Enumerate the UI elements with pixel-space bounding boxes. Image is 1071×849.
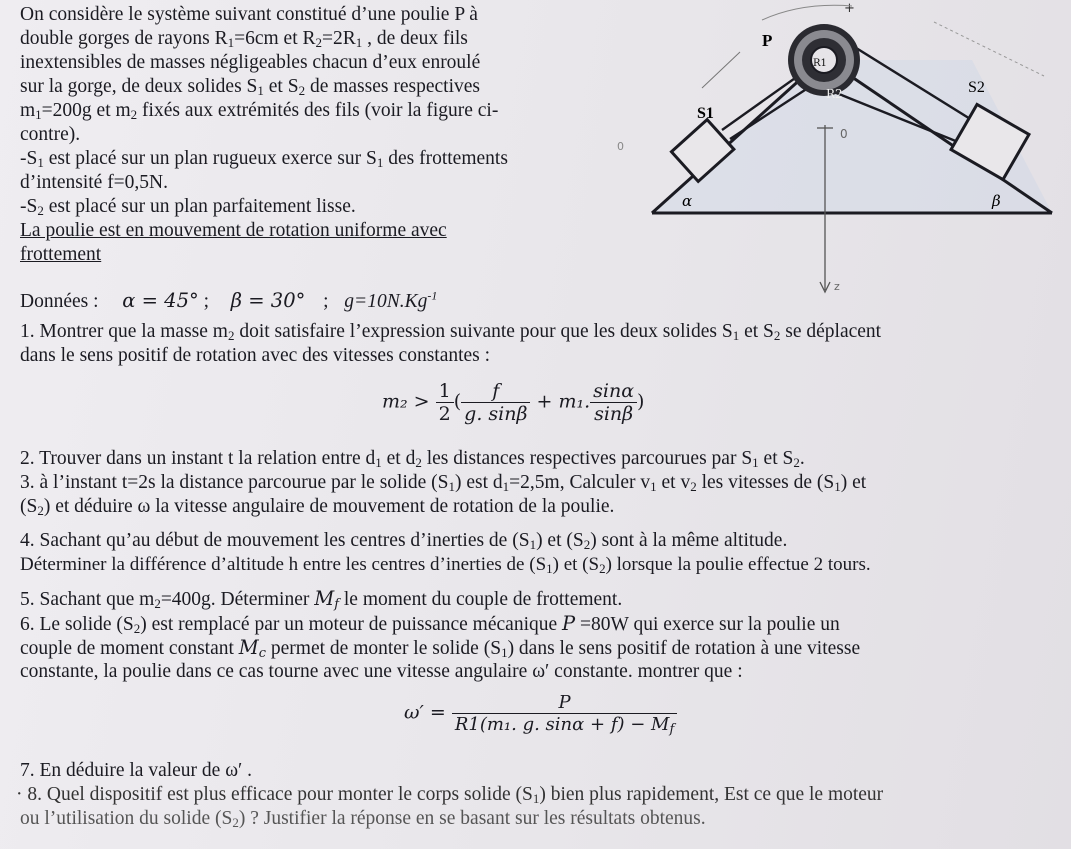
frac-num: sinα bbox=[590, 380, 637, 403]
q1-line-1 bbox=[20, 321, 881, 343]
donnees-label: Données : bbox=[20, 291, 99, 312]
frac-den: g. sinβ bbox=[464, 403, 528, 425]
formula-lhs: ω′ = bbox=[404, 701, 446, 724]
t: ) et bbox=[840, 472, 867, 493]
z-label: z bbox=[834, 280, 840, 293]
t: est placé sur un plan rugueux exerce sur S bbox=[43, 148, 377, 169]
s2-label: S2 bbox=[968, 79, 985, 96]
sub: 2 bbox=[37, 203, 44, 218]
t: (S bbox=[20, 496, 38, 517]
t: 2. Trouver dans un instant t la relation entre d bbox=[20, 448, 376, 469]
intro-line-10 bbox=[20, 220, 610, 242]
q6-line-3 bbox=[20, 661, 743, 683]
beta-value: β = 30° bbox=[230, 289, 306, 312]
t: ) et (S bbox=[552, 554, 600, 575]
sub: 1 bbox=[257, 83, 264, 98]
sub: 1 bbox=[834, 479, 841, 494]
frac-num: P bbox=[452, 692, 677, 714]
t: =2R bbox=[322, 28, 356, 49]
frac-omega bbox=[452, 692, 677, 735]
r2-label: R2 bbox=[826, 87, 843, 101]
sub: 2 bbox=[130, 107, 138, 122]
sub: 2 bbox=[232, 815, 239, 830]
q7-line bbox=[20, 760, 252, 782]
t: =400g. Déterminer bbox=[160, 589, 315, 610]
sub: 1 bbox=[355, 35, 363, 50]
sub: 1 bbox=[532, 791, 540, 806]
frac-num: 1 bbox=[436, 380, 454, 403]
t: des frottements bbox=[383, 148, 508, 169]
t: sur la gorge, de deux solides S bbox=[20, 76, 258, 97]
t: ) sont à la même altitude. bbox=[590, 530, 788, 551]
intro-line-2 bbox=[20, 28, 610, 50]
t: 3. à l’instant t=2s la distance parcourue par le solide (S bbox=[20, 472, 449, 493]
sub: f bbox=[334, 597, 340, 612]
sub: 2 bbox=[583, 537, 591, 552]
intro-line-11 bbox=[20, 244, 610, 266]
q6-line-1 bbox=[20, 613, 840, 636]
q8-line-1 bbox=[16, 784, 883, 806]
t: et v bbox=[656, 472, 691, 493]
sub: 1 bbox=[752, 455, 759, 470]
t: inextensibles de masses négligeables chacun d’eux enroulé bbox=[20, 52, 481, 73]
s1-label: S1 bbox=[697, 105, 714, 122]
t: ) et déduire ω la vitesse angulaire de mouvement de rotation de la poulie. bbox=[43, 496, 615, 517]
t: est placé sur un plan parfaitement lisse. bbox=[43, 196, 356, 217]
o1-label: 0 bbox=[617, 140, 624, 153]
t: et S bbox=[739, 321, 774, 342]
intro-line-8 bbox=[20, 172, 610, 194]
t: =6cm et R bbox=[234, 28, 316, 49]
t: m bbox=[20, 100, 36, 121]
q1-formula: m₂ > $\frac{1}{2}$ ( $\frac{f}{g. \sin\beta}$ + m₁. $\frac{\sin\alpha}{\sin\beta}$ ) bbox=[382, 380, 645, 425]
t: · 8. Quel dispositif est plus efficace pour monter le corps solide (S bbox=[16, 784, 533, 805]
q6-formula bbox=[404, 692, 677, 735]
t: 6. Le solide (S bbox=[20, 614, 134, 635]
g-exponent: -1 bbox=[427, 288, 438, 303]
t: les vitesses de (S bbox=[696, 472, 835, 493]
intro-line-4 bbox=[20, 76, 610, 98]
t: =200g et m bbox=[41, 100, 131, 121]
frac-half bbox=[436, 380, 454, 425]
sub: 2 bbox=[133, 621, 141, 636]
t: ) bien plus rapidement, Est ce que le moteur bbox=[539, 784, 884, 805]
t: =80W qui exerce sur la poulie un bbox=[575, 614, 840, 635]
alpha-angle-label: α bbox=[682, 192, 693, 210]
t: frottement bbox=[20, 244, 102, 265]
t: . bbox=[799, 448, 805, 469]
sub: 2 bbox=[690, 479, 697, 494]
pulley-figure bbox=[612, 0, 1062, 300]
frac-den: 2 bbox=[438, 403, 451, 425]
t: , de deux fils bbox=[362, 28, 468, 49]
q2-line bbox=[20, 448, 805, 470]
t: se déplacent bbox=[780, 321, 882, 342]
t: ) et (S bbox=[536, 530, 584, 551]
t: Déterminer la différence d’altitude h entre les centres d’inerties de (S bbox=[20, 554, 547, 575]
sub: 1 bbox=[650, 479, 657, 494]
frac-f bbox=[461, 380, 530, 425]
t: le moment du couple de frottement. bbox=[339, 589, 623, 610]
r1-label: R1 bbox=[813, 58, 827, 69]
t: 1. Montrer que la masse m bbox=[20, 321, 228, 342]
t: -S bbox=[20, 148, 38, 169]
t: fixés aux extrémités des fils (voir la figure ci- bbox=[137, 100, 499, 121]
sub: 1 bbox=[35, 107, 42, 122]
t: ) lorsque la poulie effectue 2 tours. bbox=[605, 554, 871, 575]
t: les distances respectives parcourues par S bbox=[421, 448, 753, 469]
mc-symbol: M bbox=[238, 636, 259, 659]
q5-line bbox=[20, 588, 622, 611]
q3-line-2 bbox=[20, 496, 614, 518]
t: constante, la poulie dans ce cas tourne avec une vitesse angulaire ω′ constante. montrer que : bbox=[20, 661, 743, 682]
frac-den: sinβ bbox=[594, 403, 634, 425]
sub: 1 bbox=[227, 35, 235, 50]
sub: 2 bbox=[793, 455, 800, 470]
p-symbol: P bbox=[562, 612, 576, 635]
formula-plus: + m₁. bbox=[536, 390, 591, 413]
sub: 1 bbox=[375, 455, 382, 470]
den-text: R1(m₁. g. sinα + f) − M bbox=[454, 714, 670, 735]
q6-line-2 bbox=[20, 637, 860, 660]
q4-line-1 bbox=[20, 530, 787, 552]
q4-line-2 bbox=[20, 554, 871, 576]
beta-angle-label: β bbox=[992, 192, 1001, 210]
g-value: g=10N.Kg bbox=[344, 291, 428, 312]
sub: 1 bbox=[502, 479, 510, 494]
intro-text: On considère le système suivant constitué d’une poulie P à bbox=[20, 4, 478, 25]
sub: 2 bbox=[773, 328, 781, 343]
mf-symbol: M bbox=[314, 587, 335, 610]
sub: 2 bbox=[154, 596, 161, 611]
t: double gorges de rayons R bbox=[20, 28, 228, 49]
t: 5. Sachant que m bbox=[20, 589, 155, 610]
intro-line-6 bbox=[20, 124, 610, 146]
t: -S bbox=[20, 196, 38, 217]
donnees-line bbox=[20, 290, 437, 313]
sub: f bbox=[669, 722, 675, 737]
sub: 2 bbox=[415, 455, 422, 470]
frac-den bbox=[452, 714, 677, 735]
t: contre). bbox=[20, 124, 81, 145]
sub: c bbox=[258, 646, 267, 661]
t: d’intensité f=0,5N. bbox=[20, 172, 169, 193]
alpha-value: α = 45° bbox=[122, 289, 199, 312]
t: ) est remplacé par un moteur de puissance mécanique bbox=[140, 614, 563, 635]
t: et S bbox=[758, 448, 794, 469]
intro-line-9 bbox=[20, 196, 610, 218]
rotation-arc bbox=[762, 5, 852, 20]
formula-lhs: m₂ > bbox=[382, 390, 430, 413]
frac-sin bbox=[590, 380, 637, 425]
t: doit satisfaire l’expression suivante pour que les deux solides S bbox=[234, 321, 733, 342]
q3-line-1 bbox=[20, 472, 866, 494]
t: ) ? Justifier la réponse en se basant sur les résultats obtenus. bbox=[238, 808, 706, 829]
intro-line-5 bbox=[20, 100, 610, 122]
sub: 1 bbox=[546, 561, 553, 576]
sub: 2 bbox=[37, 503, 44, 518]
t: dans le sens positif de rotation avec des vitesses constantes : bbox=[20, 345, 491, 366]
sub: 1 bbox=[376, 155, 384, 170]
sub: 1 bbox=[37, 155, 44, 170]
sub: 2 bbox=[298, 83, 306, 98]
t: 7. En déduire la valeur de ω′ . bbox=[20, 760, 253, 781]
t: 4. Sachant qu’au début de mouvement les centres d’inerties de (S bbox=[20, 530, 530, 551]
t: La poulie est en mouvement de rotation uniforme avec bbox=[20, 220, 447, 241]
sub: 2 bbox=[315, 35, 323, 50]
sub: 2 bbox=[227, 328, 235, 343]
sep: ; bbox=[203, 291, 210, 312]
sep: ; bbox=[323, 291, 329, 312]
arrow-faint-left bbox=[702, 52, 740, 88]
intro-line-1 bbox=[20, 4, 610, 26]
t: ou l’utilisation du solide (S bbox=[20, 808, 233, 829]
t: permet de monter le solide (S bbox=[266, 638, 502, 659]
q1-line-2 bbox=[20, 345, 490, 367]
pulley-label: P bbox=[762, 31, 773, 50]
q8-line-2 bbox=[20, 808, 706, 830]
sub: 1 bbox=[501, 645, 508, 660]
t: ) est d bbox=[455, 472, 503, 493]
intro-line-7 bbox=[20, 148, 610, 170]
t: couple de moment constant bbox=[20, 638, 239, 659]
t: et d bbox=[381, 448, 416, 469]
sub: 1 bbox=[529, 537, 537, 552]
sub: 1 bbox=[448, 479, 455, 494]
frac-num: f bbox=[461, 380, 530, 403]
t: =2,5m, Calculer v bbox=[509, 472, 651, 493]
t: ) dans le sens positif de rotation à une vitesse bbox=[507, 638, 861, 659]
t: de masses respectives bbox=[305, 76, 480, 97]
t: et S bbox=[263, 76, 299, 97]
plus-mark: + bbox=[844, 1, 855, 16]
sub: 2 bbox=[599, 561, 606, 576]
intro-line-3 bbox=[20, 52, 610, 74]
origin-label: 0 bbox=[840, 127, 848, 141]
sub: 1 bbox=[732, 328, 740, 343]
